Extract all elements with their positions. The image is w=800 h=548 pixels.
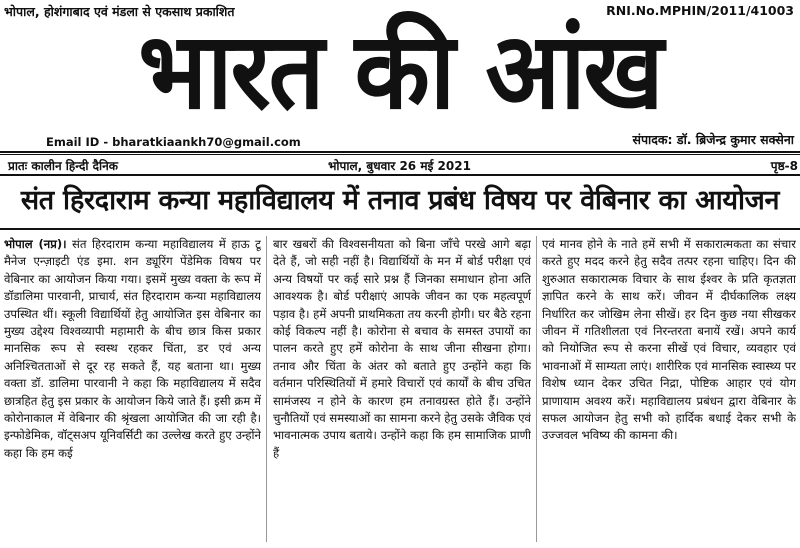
article-headline: संत हिरदाराम कन्या महाविद्यालय में तनाव प्रबंध विषय पर वेबिनार का आयोजन	[20, 185, 780, 216]
contact-email: Email ID - bharatkiaankh70@gmail.com	[46, 135, 301, 149]
headline-rule	[0, 228, 800, 230]
page-number: पृष्ठ-8	[770, 159, 798, 173]
rni-number: RNI.No.MPHIN/2011/41003	[606, 3, 794, 18]
masthead-rule-thin	[0, 154, 800, 155]
column-divider	[536, 236, 537, 542]
column-2-text: बार खबरों की विश्वसनीयता को बिना जाँचे परखे आगे बढ़ा देते हैं, जो सही नहीं है। विद्यार्थियों के मन में बोर्ड परीक्षा एवं अन्य विषयों पर कई सारे प्रश्न हैं जिनका समाधान होना अति आवश्यक है। बोर्ड परीक्षाएं आपके जीवन का एक महत्वपूर्ण पड़ाव है। हमें अपनी प्राथमिकता तय करनी होगी। घर बैठे रहना कोई विकल्प नहीं है। कोरोना से बचाव के समस्त उपायों का पालन करते हुए हमें कोरोना के साथ जीना सीखना होगा। तनाव और चिंता के अंतर को बताते हुए उन्होंने कहा कि वर्तमान परिस्थितियों में हमारे विचारों एवं कार्यों के बीच उचित सामंजस्य न होने के कारण हम तनावग्रस्त होते हैं। उन्होंने चुनौतियों एवं समस्याओं का सामना करने हेतु उसके जैविक एवं भावनात्मक उपाय बताये। उन्होंने कहा कि हम सामाजिक प्राणी हैं	[273, 237, 531, 460]
editor-credit: संपादक: डॉ. ब्रिजेन्द्र कुमार सक्सेना	[632, 132, 794, 147]
dateline-rule	[0, 174, 800, 176]
place-date: भोपाल, बुधवार 26 मई 2021	[328, 159, 471, 173]
dateline-bar	[0, 157, 800, 173]
column-divider	[266, 236, 267, 542]
column-1-text: संत हिरदाराम कन्या महाविद्यालय में हाऊ टू मैनेज एन्ज़ाइटी एंड इमा. शन ड्यूरिंग पेंडेमिक विषय पर वेबिनार का आयोजन किया गया। इसमें मुख्य वक्ता के रूप में डॉडालिमा पारवानी, प्राचार्य, संत हिरदाराम कन्या महाविद्यालय उपस्थित थीं। स्कूली विद्यार्थियों हेतु आयोजित इस वेबिनार का मुख्य उद्देश्य विश्वव्यापी महामारी के बीच छात्र किस प्रकार मानसिक रूप से स्वस्थ रहकर चिंता, डर एवं अन्य अनिश्चितताओं से दूर रह सकते हैं, यह बताना था। मुख्य वक्ता डॉ. डालिमा पारवानी ने कहा कि महाविद्यालय में सदैव छात्रहित हेतु इस प्रकार के आयोजन किये जाते हैं। इसी क्रम में कोरोनाकाल में वेबिनार की श्रृंखला आयोजित की जा रही है। इन्फोडेमिक, वॉट्सअप यूनिवर्सिटी का उल्लेख करते हुए उन्होंने कहा कि हम कई	[4, 237, 261, 460]
article-column-1	[4, 236, 261, 546]
article-column-2	[273, 236, 531, 546]
edition-tagline: भोपाल, होशंगाबाद एवं मंडला से एकसाथ प्रकाशित	[4, 4, 235, 19]
article-column-3	[542, 236, 796, 546]
newspaper-masthead: भारत की आंख	[138, 10, 662, 134]
article-dateline: भोपाल (नप्र)।	[4, 237, 67, 251]
edition-type: प्रातः कालीन हिन्दी दैनिक	[8, 159, 118, 173]
masthead-rule-top	[0, 151, 800, 153]
column-3-text: एवं मानव होने के नाते हमें सभी में सकारात्मकता का संचार करते हुए मदद करने हेतु सदैव तत्पर रहना चाहिए। दिन की शुरुआत सकारात्मक विचार के साथ ईश्वर के प्रति कृतज्ञता ज्ञापित करने के साथ करें। जीवन में दीर्घकालिक लक्ष्य निर्धारित कर जोखिम लेना सीखें। हर दिन कुछ नया सीखकर जीवन में गतिशीलता एवं निरन्तरता बनायें रखें। अपने कार्य को नियोजित रूप से करना सीखें एवं विचार, व्यवहार एवं भावनाओं में साम्यता लाएं। शारीरिक एवं मानसिक स्वास्थ्य पर विशेष ध्यान देकर उचित निद्रा, पोष्टिक आहार एवं योग प्राणायाम अवश्य करें। महाविद्यालय प्रबंधन द्वारा वेबिनार के सफल आयोजन हेतु सभी को हार्दिक बधाई देकर सभी के उज्जवल भविष्य की कामना की।	[542, 237, 796, 443]
